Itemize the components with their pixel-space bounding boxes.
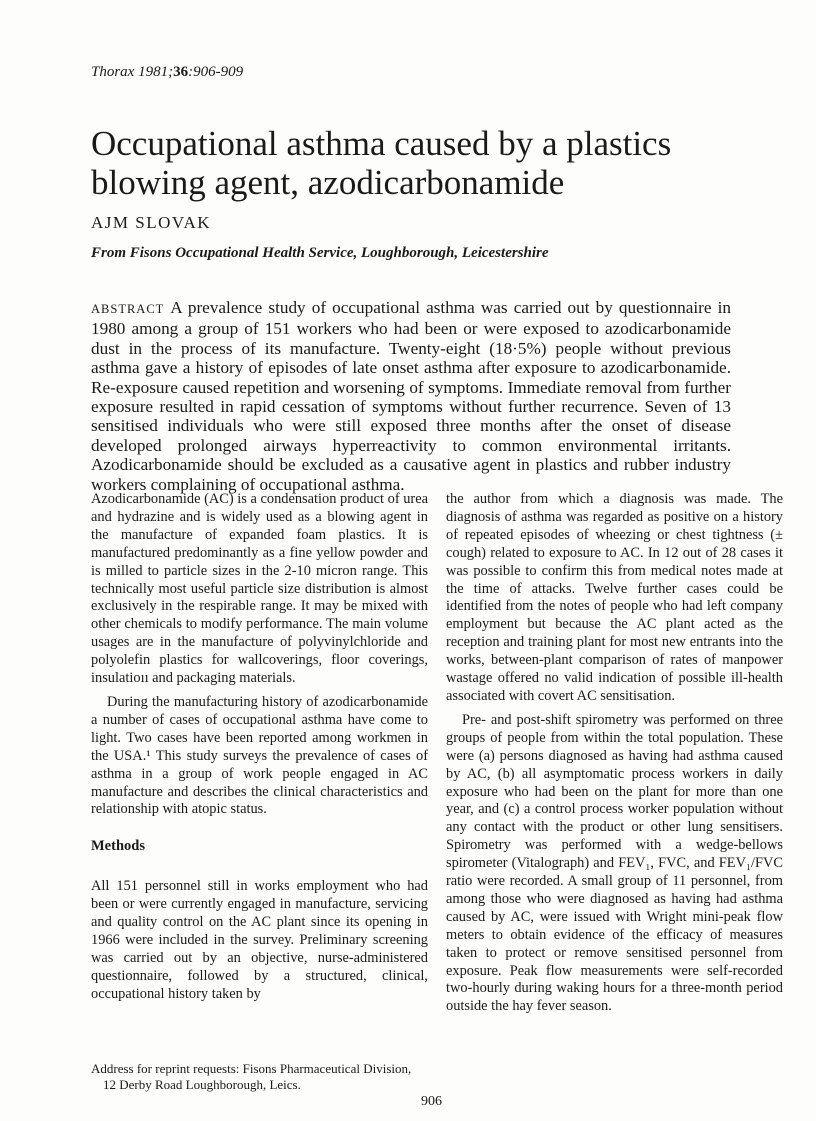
footnote-line-2: 12 Derby Road Loughborough, Leics. bbox=[103, 1077, 301, 1092]
journal-name: Thorax bbox=[91, 64, 135, 80]
right-column bbox=[446, 491, 783, 1016]
body-paragraph-history: During the manufacturing history of azodicarbonamide a number of cases of occupational asthma have come to light. Two cases have been reported among workmen in the USA.¹ This study surveys the prevalence of cases of asthma in a group of work people engaged in AC manufacture and describes the clinical characteristics and relationship with atopic status. bbox=[91, 693, 428, 818]
abstract-label: ABSTRACT bbox=[91, 302, 165, 316]
footnote-line-1: Address for reprint requests: Fisons Pharmaceutical Division, bbox=[91, 1061, 412, 1076]
journal-pages: :906-909 bbox=[188, 64, 244, 80]
abstract bbox=[91, 298, 731, 494]
body-paragraph-methods: All 151 personnel still in works employment who had been or were currently engaged in manufacture, servicing and quality control on the AC plant since its opening in 1966 were included in the survey. Preliminary screening was carried out by an objective, nurse-administered questionnaire, followed by a structured, clinical, occupational history taken by bbox=[91, 878, 428, 1002]
journal-volume: 36 bbox=[173, 64, 189, 80]
journal-reference: Thorax 1981;36:906-909 bbox=[91, 64, 244, 80]
methods-heading: Methods bbox=[91, 838, 145, 855]
page-number: 906 bbox=[421, 1094, 442, 1109]
abstract-text: A prevalence study of occupational asthma was carried out by questionnaire in 1980 among a group of 151 workers who had been or were exposed to azodicarbonamide dust in the process of its manufacture. Twenty-eight (18·5%) people without previous asthma gave a history of episodes of late onset asthma after exposure to azodicarbonamide. Re-exposure caused repetition and worsening of symptoms. Immediate removal from further exposure resulted in rapid cessation of symptoms without further recurrence. Seven of 13 sensitised individuals who were still exposed three months after the onset of disease developed prolonged airways hyperreactivity to common environmental irritants. Azodicarbonamide should be excluded as a causative agent in plastics and rubber industry workers complaining of occupational asthma. bbox=[91, 298, 731, 494]
left-column bbox=[91, 491, 428, 1004]
article-title: Occupational asthma caused by a plastics blowing agent, azodicarbonamide bbox=[91, 124, 672, 202]
body-paragraph-diagnosis: the author from which a diagnosis was made. The diagnosis of asthma was regarded as positive on a history of repeated episodes of wheezing or chest tightness (± cough) related to exposure to AC. In 12 out of 28 cases it was possible to confirm this from medical notes made at the time of attacks. Twelve further cases could be identified from the notes of people who had left company employment but because the AC plant acted as the reception and training plant for most new entrants into the works, between-plant comparison of rates of manpower wastage offered no valid indication of possible ill-health associated with covert AC sensitisation. bbox=[446, 491, 783, 704]
journal-year: 1981 bbox=[138, 64, 169, 80]
body-paragraph-spirometry: Pre- and post-shift spirometry was performed on three groups of people from within the total population. These were (a) persons diagnosed as having had asthma caused by AC, (b) all asymptomatic process workers in daily exposure who had been on the plant for more than one year, and (c) a control process worker population without any contact with the product or other lung sensitisers. Spirometry was performed with a wedge-bellows spirometer (Vitalograph) and FEV₁, FVC, and FEV₁/FVC ratio were recorded. A small group of 11 personnel, from among those who were diagnosed as having had asthma caused by AC, were issued with Wright mini-peak flow meters to obtain evidence of the efficacy of measures taken to protect or remove sensitised personnel from exposure. Peak flow measurements were self-recorded two-hourly during waking hours for a three-month period outside the hay fever season. bbox=[446, 711, 783, 1015]
reprint-footnote bbox=[91, 1061, 428, 1093]
body-paragraph-intro: Azodicarbonamide (AC) is a condensation product of urea and hydrazine and is widely used as a blowing agent in the manufacture of expanded foam plastics. It is manufactured predominantly as a fine yellow powder and is milled to particle sizes in the 2-10 micron range. This technically most useful particle size distribution is almost exclusively in the respirable range. It may be mixed with other chemicals to modify performance. The main volume usages are in the manufacture of polyvinylchloride and polyolefin plastics for wallcoverings, floor coverings, insulatioıı and packaging materials. bbox=[91, 491, 428, 687]
author-affiliation: From Fisons Occupational Health Service, Loughborough, Leicestershire bbox=[91, 245, 549, 261]
article-author: AJM SLOVAK bbox=[91, 213, 212, 232]
